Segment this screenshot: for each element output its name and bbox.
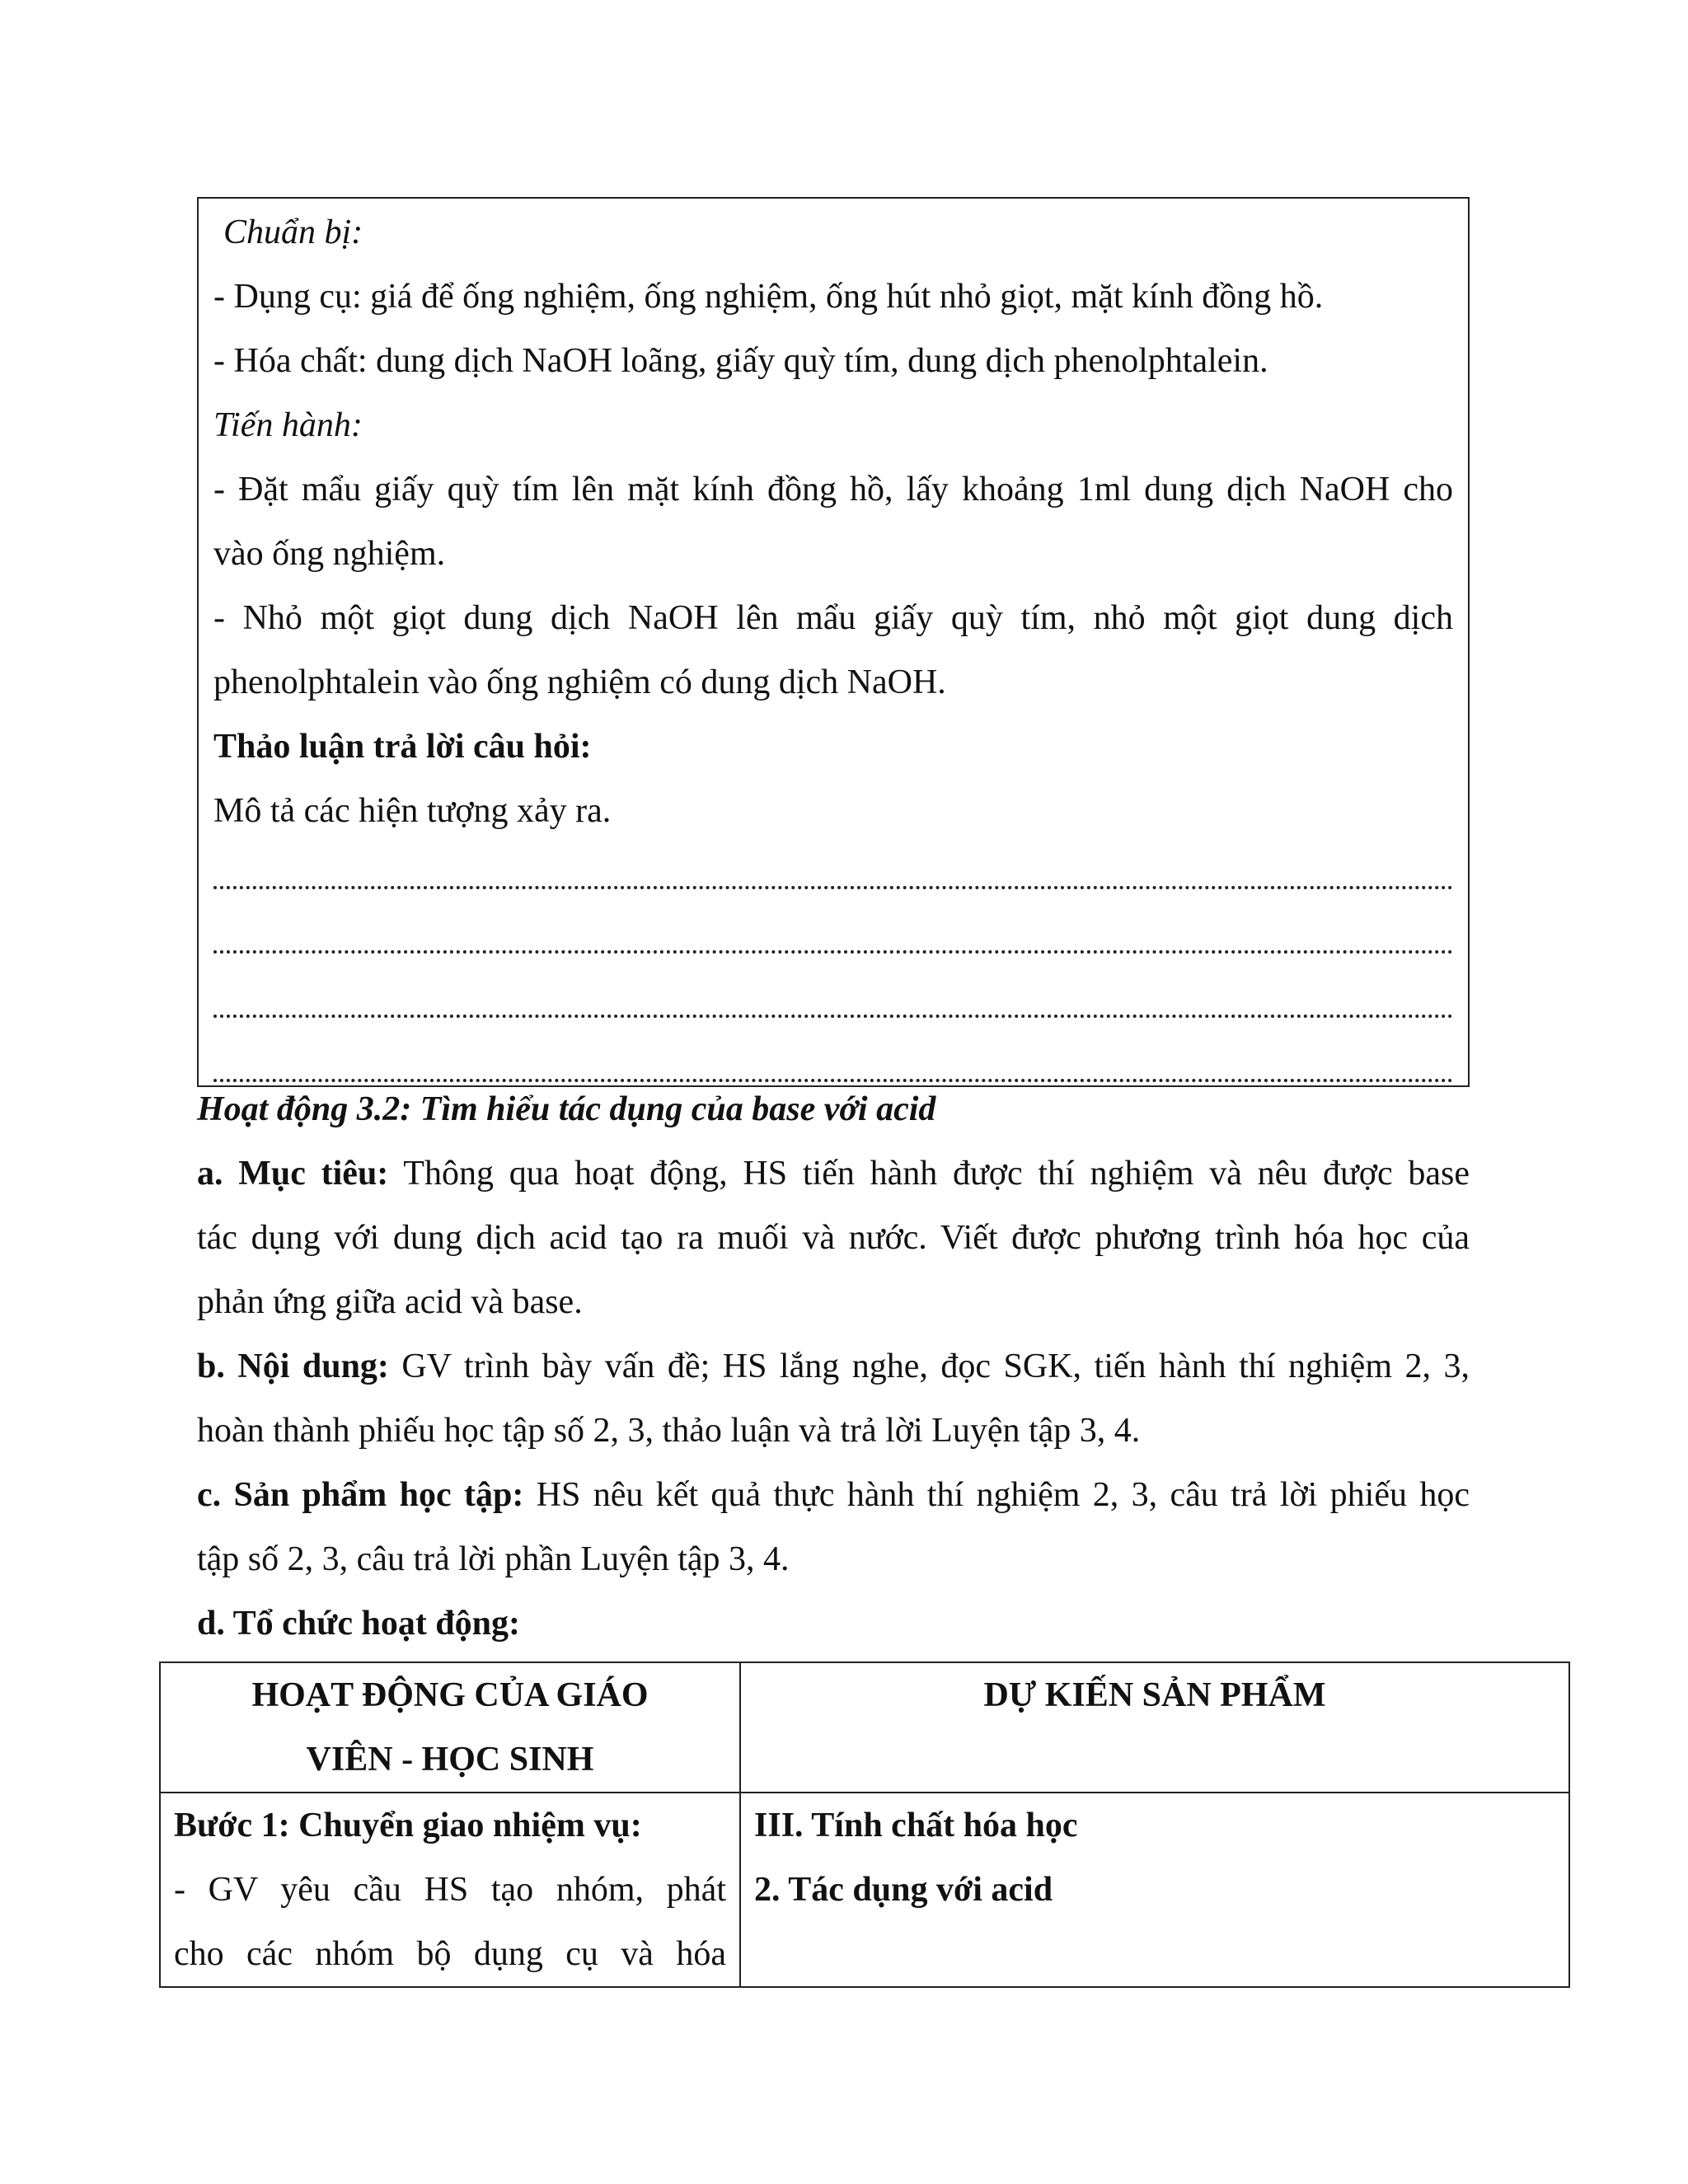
step2-line1: - Nhỏ một giọt dung dịch NaOH lên mẩu giấy quỳ tím, nhỏ một giọt dung dịch — [213, 599, 1453, 637]
chemicals-line: - Hóa chất: dung dịch NaOH loãng, giấy quỳ tím, dung dịch phenolphtalein. — [213, 342, 1268, 380]
answer-line-3 — [213, 972, 1453, 1036]
header-left-line1: HOẠT ĐỘNG CỦA GIÁO — [251, 1676, 649, 1714]
answer-line-1 — [213, 843, 1453, 907]
answer-line-2 — [213, 907, 1453, 972]
product-label: c. Sản phẩm học tập: — [197, 1476, 524, 1514]
step1-line1: - Đặt mẩu giấy quỳ tím lên mặt kính đồng hồ, lấy khoảng 1ml dung dịch NaOH cho — [213, 471, 1453, 509]
prepare-heading: Chuẩn bị: — [223, 213, 363, 251]
content-label: b. Nội dung: — [197, 1347, 389, 1385]
product-line2: tập số 2, 3, câu trả lời phần Luyện tập 3, 4. — [197, 1540, 790, 1578]
right-line1: III. Tính chất hóa học — [754, 1807, 1078, 1844]
product-text-1: HS nêu kết quả thực hành thí nghiệm 2, 3, câu trả lời phiếu học — [523, 1476, 1470, 1514]
right-line2: 2. Tác dụng với acid — [754, 1871, 1053, 1909]
activity-section — [197, 1077, 1470, 1656]
goal-label: a. Mục tiêu: — [197, 1155, 389, 1193]
goal-text-1: Thông qua hoạt động, HS tiến hành được thí nghiệm và nêu được base — [388, 1155, 1470, 1193]
step1-line2: vào ống nghiệm. — [213, 535, 446, 573]
cell-teacher-activity — [160, 1793, 740, 1987]
table-header-row — [160, 1662, 1569, 1793]
tools-line: - Dụng cụ: giá để ống nghiệm, ống nghiệm, ống hút nhỏ giọt, mặt kính đồng hồ. — [213, 278, 1324, 316]
discussion-heading: Thảo luận trả lời câu hỏi: — [213, 728, 592, 766]
step1-label: Bước 1: Chuyển giao nhiệm vụ: — [174, 1807, 642, 1844]
content-text-1: GV trình bày vấn đề; HS lắng nghe, đọc SGK, tiến hành thí nghiệm 2, 3, — [388, 1347, 1470, 1385]
content-line1 — [197, 1334, 1470, 1399]
activity-table — [159, 1661, 1570, 1988]
experiment-box — [197, 197, 1470, 1087]
goal-line1 — [197, 1141, 1470, 1206]
product-line1 — [197, 1463, 1470, 1527]
content-line2: hoàn thành phiếu học tập số 2, 3, thảo luận và trả lời Luyện tập 3, 4. — [197, 1412, 1141, 1450]
header-expected-product — [740, 1662, 1569, 1793]
goal-line3: phản ứng giữa acid và base. — [197, 1283, 583, 1321]
question-text: Mô tả các hiện tượng xảy ra. — [213, 792, 612, 830]
left-line1: - GV yêu cầu HS tạo nhóm, phát — [174, 1871, 726, 1909]
step2-line2: phenolphtalein vào ống nghiệm có dung dịch NaOH. — [213, 663, 946, 701]
header-left-line2: VIÊN - HỌC SINH — [306, 1741, 594, 1779]
cell-expected-product — [740, 1793, 1569, 1987]
organize-label: d. Tổ chức hoạt động: — [197, 1605, 521, 1643]
table-row — [160, 1793, 1569, 1987]
header-teacher-student — [160, 1662, 740, 1793]
activity-title: Hoạt động 3.2: Tìm hiểu tác dụng của base với acid — [197, 1090, 936, 1128]
header-right-text: DỰ KIẾN SẢN PHẨM — [983, 1676, 1326, 1714]
goal-line2: tác dụng với dung dịch acid tạo ra muối và nước. Viết được phương trình hóa học của — [197, 1219, 1470, 1257]
procedure-heading: Tiến hành: — [213, 406, 363, 444]
left-line2: cho các nhóm bộ dụng cụ và hóa — [174, 1935, 726, 1973]
